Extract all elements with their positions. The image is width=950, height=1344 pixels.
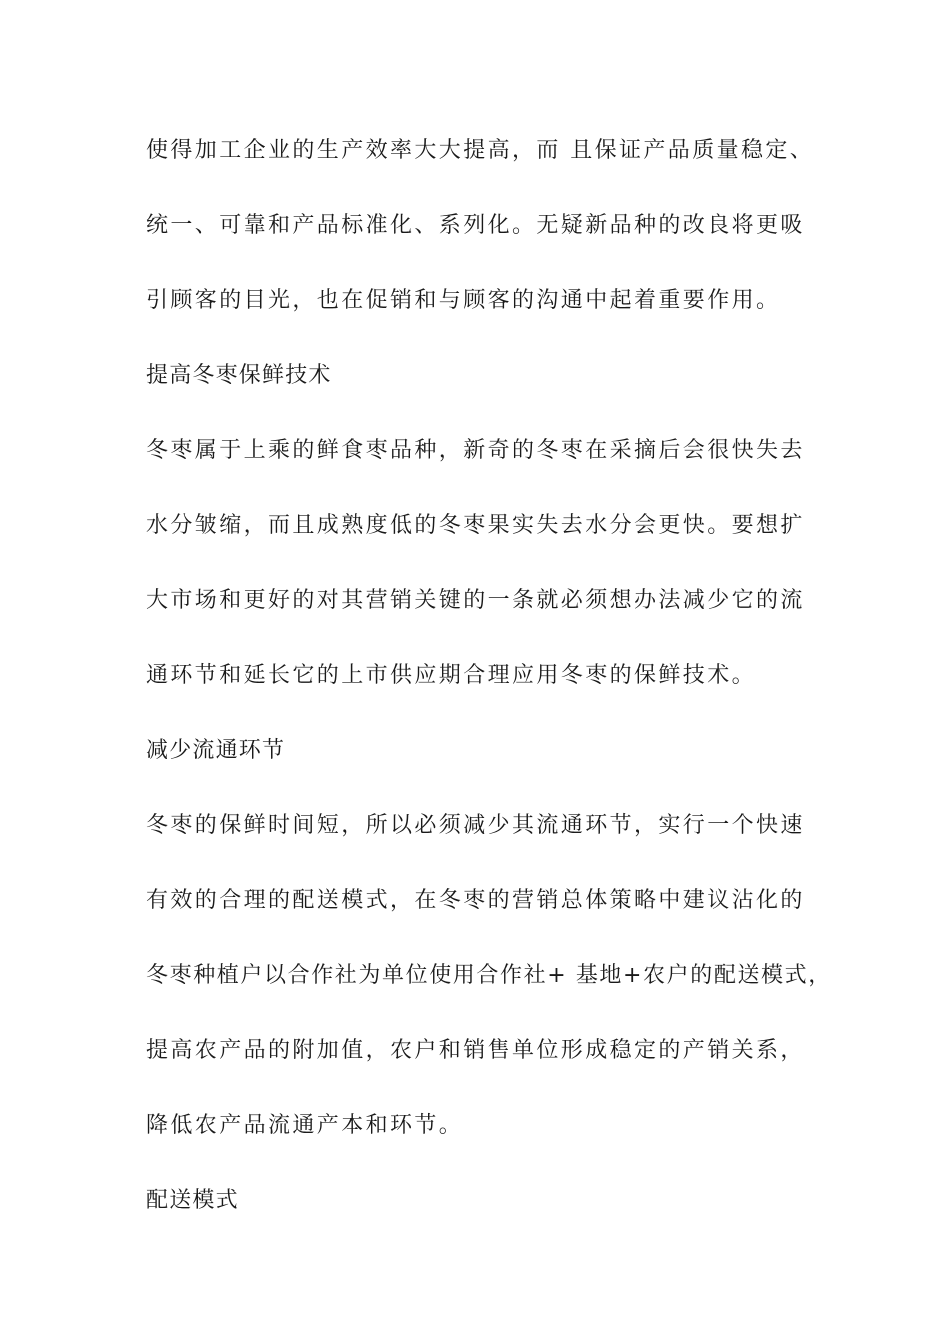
- paragraph-line: 冬枣属于上乘的鲜食枣品种，新奇的冬枣在采摘后会很快失去: [146, 438, 805, 463]
- paragraph-line: 冬枣种植户以合作社为单位使用合作社+ 基地+农户的配送模式，: [146, 963, 832, 988]
- paragraph-line: 水分皱缩，而且成熟度低的冬枣果实失去水分会更快。要想扩: [146, 513, 805, 538]
- paragraph-line: 降低农产品流通产本和环节。: [146, 1113, 464, 1138]
- section-heading: 配送模式: [146, 1188, 239, 1213]
- paragraph-line: 冬枣的保鲜时间短，所以必须减少其流通环节，实行一个快速: [146, 813, 805, 838]
- paragraph-line: 使得加工企业的生产效率大大提高，而 且保证产品质量稳定、: [146, 138, 815, 163]
- section-heading: 减少流通环节: [146, 738, 286, 763]
- section-heading: 提高冬枣保鲜技术: [146, 363, 332, 388]
- paragraph-line: 统一、可靠和产品标准化、系列化。无疑新品种的改良将更吸: [146, 213, 805, 238]
- paragraph-line: 提高农产品的附加值，农户和销售单位形成稳定的产销关系，: [146, 1038, 805, 1063]
- paragraph-line: 大市场和更好的对其营销关键的一条就必须想办法减少它的流: [146, 588, 805, 613]
- paragraph-line: 有效的合理的配送模式，在冬枣的营销总体策略中建议沾化的: [146, 888, 805, 913]
- paragraph-line: 引顾客的目光，也在促销和与顾客的沟通中起着重要作用。: [146, 288, 781, 313]
- paragraph-line: 通环节和延长它的上市供应期合理应用冬枣的保鲜技术。: [146, 663, 757, 688]
